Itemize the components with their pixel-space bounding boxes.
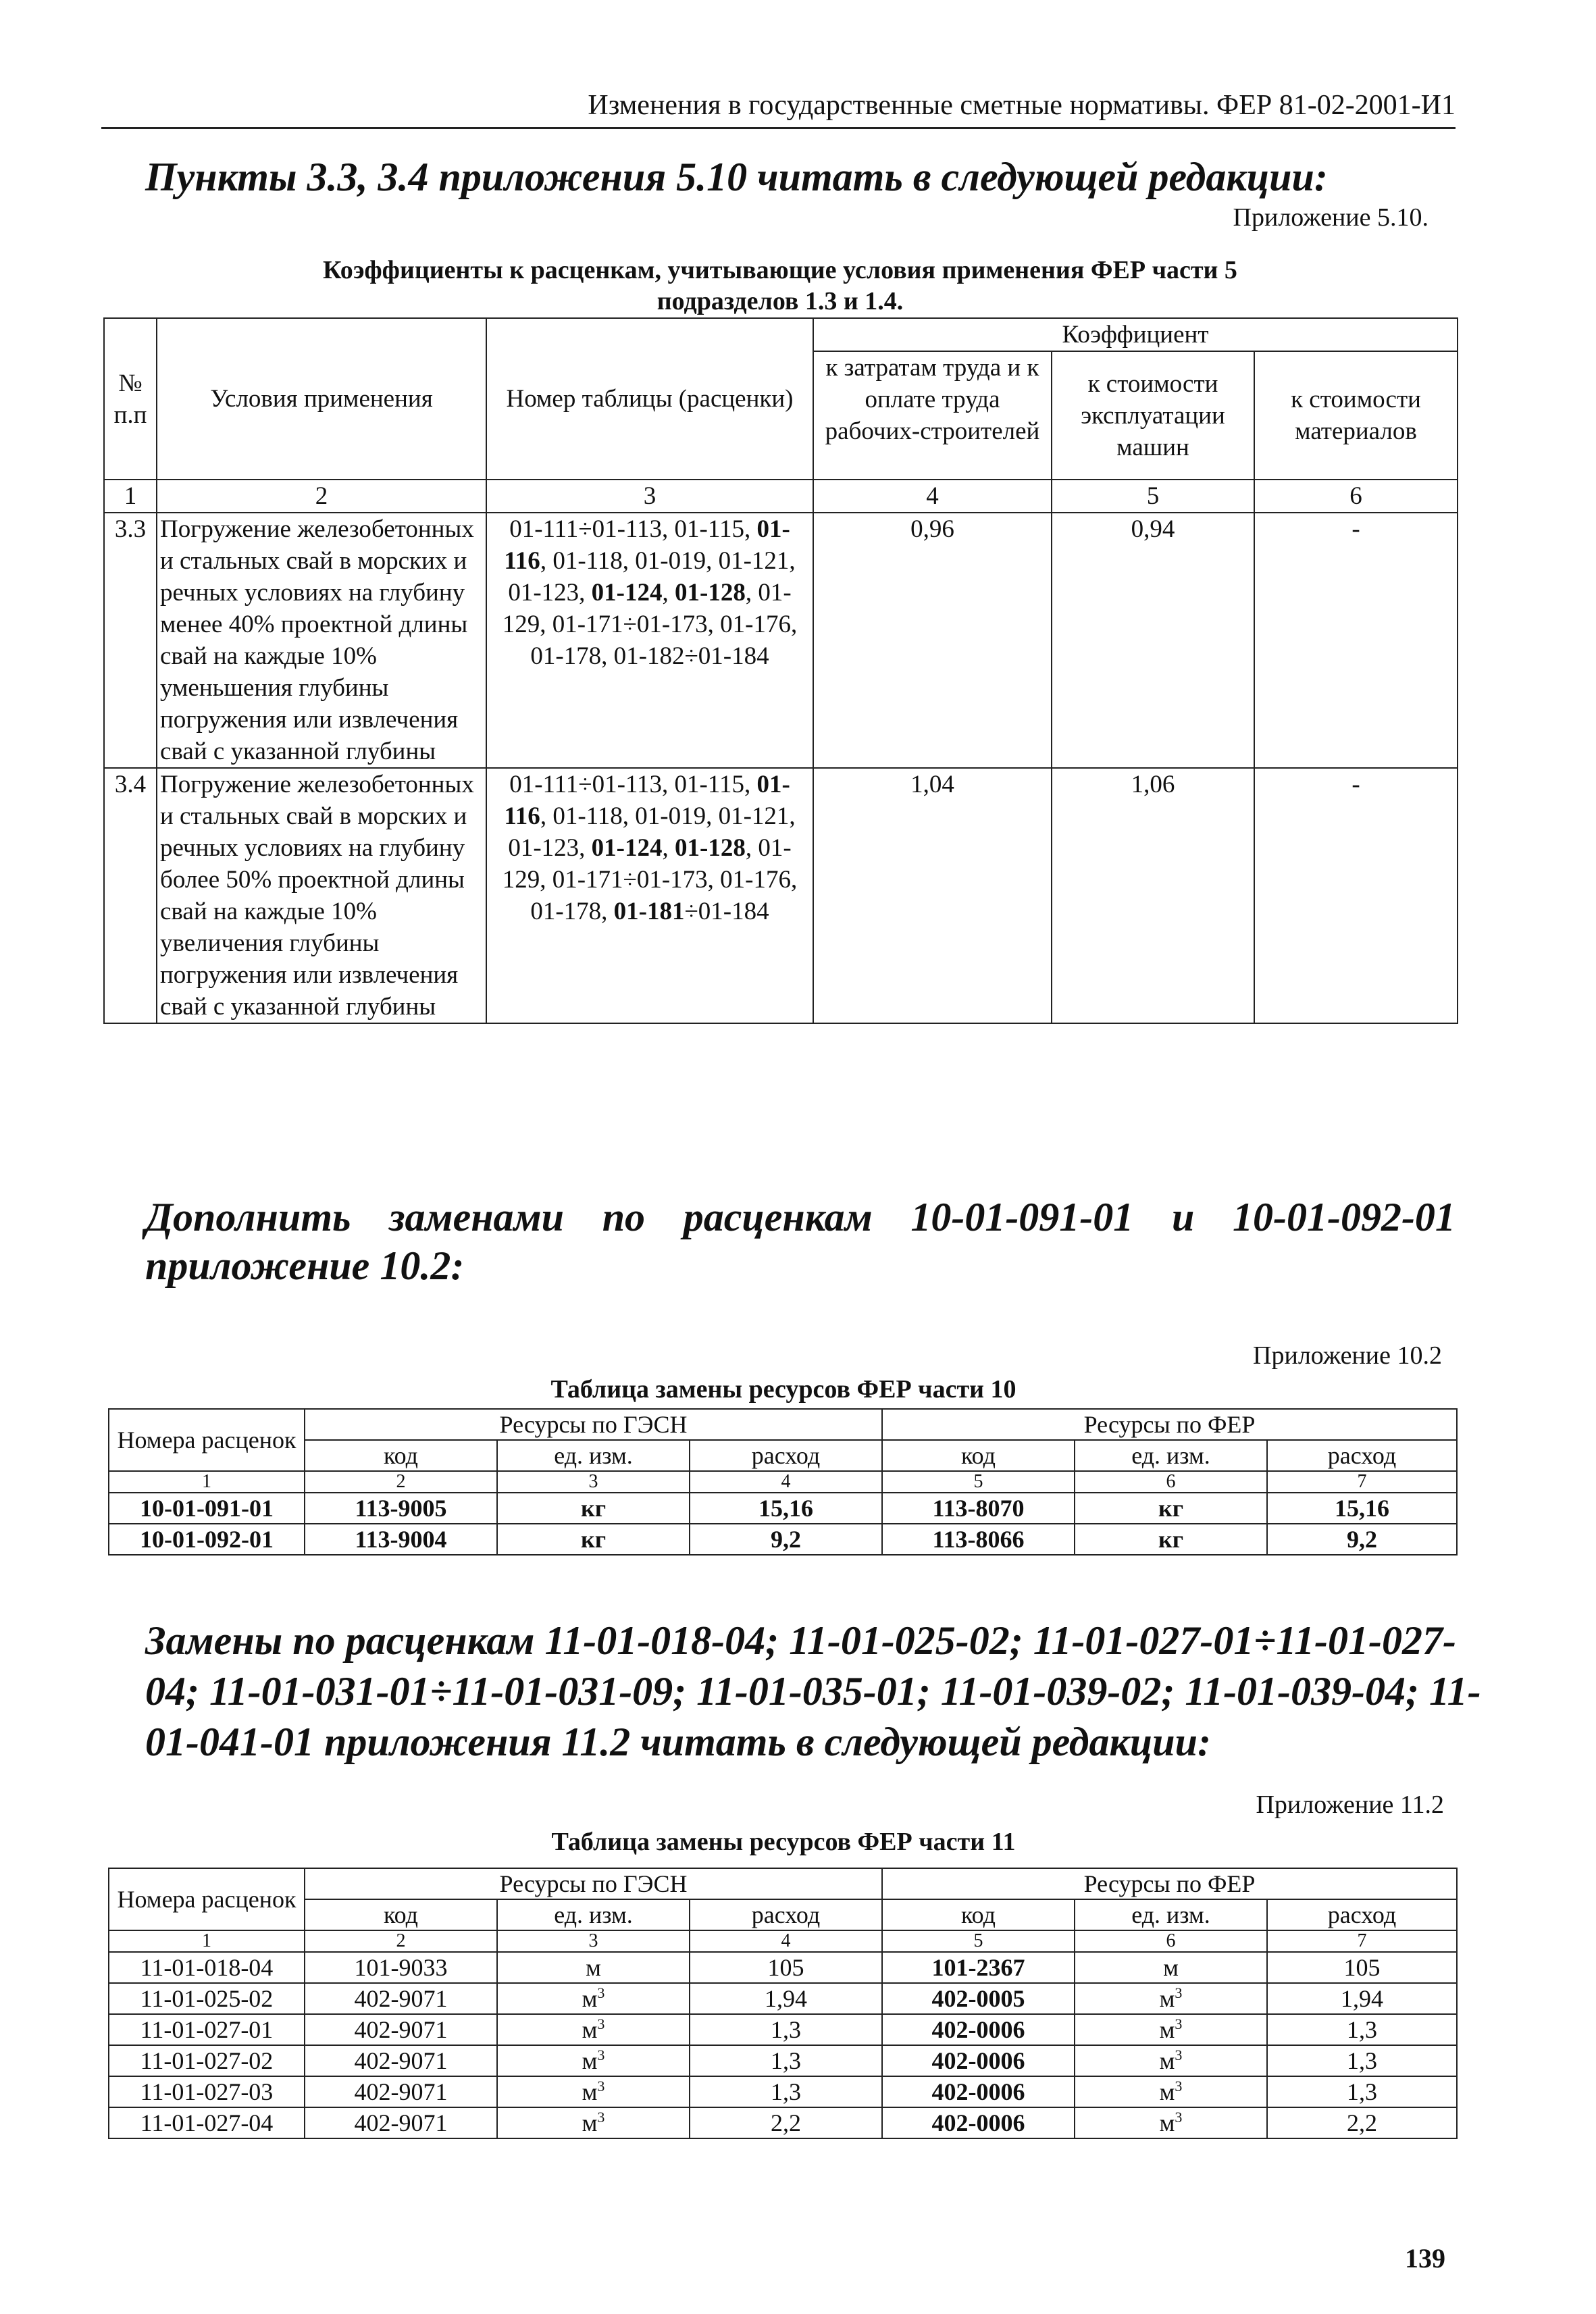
cell-fer-rate: 15,16	[1267, 1493, 1457, 1524]
cell-fer-code: 101-2367	[882, 1952, 1075, 1983]
resources-table-part11	[108, 1868, 1458, 2139]
cell-gesn-rate: 105	[690, 1952, 882, 1983]
index-cell: 2	[157, 480, 486, 513]
section2-caption: Таблица замены ресурсов ФЕР части 10	[550, 1375, 1016, 1404]
cell-fer-rate: 1,94	[1267, 1983, 1457, 2014]
cell-fer-rate: 1,3	[1267, 2045, 1457, 2076]
cell-gesn-code: 113-9005	[305, 1493, 497, 1524]
header-unit: ед. изм.	[497, 1899, 690, 1930]
header-numbers: Номера расценок	[109, 1409, 305, 1471]
header-code: код	[882, 1899, 1075, 1930]
section2-heading-line2: приложение 10.2:	[145, 1243, 465, 1288]
cell-fer-unit: кг	[1075, 1524, 1267, 1555]
header-rate: расход	[1267, 1440, 1457, 1471]
row-labor: 1,04	[813, 768, 1052, 1023]
cell-gesn-rate: 1,3	[690, 2076, 882, 2107]
section1-appendix-label: Приложение 5.10.	[1233, 203, 1428, 232]
cell-fer-unit: $м^3$	[1075, 2107, 1267, 2138]
header-num: № п.п	[104, 318, 157, 480]
page-header	[101, 68, 1456, 129]
row-materials: -	[1254, 768, 1458, 1023]
cell-fer-rate: 1,3	[1267, 2014, 1457, 2045]
coefficients-table	[103, 317, 1458, 1024]
section3-caption: Таблица замены ресурсов ФЕР части 11	[551, 1828, 1016, 1856]
table-row	[109, 1493, 1457, 1524]
header-rate: расход	[1267, 1899, 1457, 1930]
cell-gesn-unit: $м^3$	[497, 2107, 690, 2138]
row-num: 3.4	[104, 768, 157, 1023]
cell-fer-rate: 1,3	[1267, 2076, 1457, 2107]
section3-heading-line2: 04; 11-01-031-01÷11-01-031-09; 11-01-035-01; 11-01-039-02; 11-01-039-04; 11-	[145, 1669, 1481, 1714]
cell-gesn-code: 402-9071	[305, 2014, 497, 2045]
cell-fer-rate: 9,2	[1267, 1524, 1457, 1555]
cell-gesn-code: 402-9071	[305, 2076, 497, 2107]
cell-fer-code: 113-8070	[882, 1493, 1075, 1524]
section3-heading-line3: 01-041-01 приложения 11.2 читать в следующей редакции:	[145, 1720, 1212, 1764]
cell-numbers: 11-01-027-01	[109, 2014, 305, 2045]
index-cell: 3	[486, 480, 813, 513]
row-materials: -	[1254, 513, 1458, 768]
table-row	[109, 2045, 1457, 2076]
cell-fer-unit: $м^3$	[1075, 1983, 1267, 2014]
header-machines: к стоимости эксплуатации машин	[1052, 351, 1254, 480]
cell-gesn-unit: кг	[497, 1493, 690, 1524]
index-cell: 6	[1254, 480, 1458, 513]
header-fer: Ресурсы по ФЕР	[882, 1409, 1457, 1440]
header-code: код	[882, 1440, 1075, 1471]
cell-gesn-code: 101-9033	[305, 1952, 497, 1983]
index-cell: 3	[497, 1471, 690, 1493]
cell-fer-code: 402-0005	[882, 1983, 1075, 2014]
cell-gesn-code: 402-9071	[305, 1983, 497, 2014]
index-cell: 5	[882, 1930, 1075, 1952]
table-row	[109, 1983, 1457, 2014]
cell-fer-code: 113-8066	[882, 1524, 1075, 1555]
index-cell: 1	[109, 1471, 305, 1493]
header-materials: к стоимости материалов	[1254, 351, 1458, 480]
cell-fer-unit: $м^3$	[1075, 2076, 1267, 2107]
index-cell: 3	[497, 1930, 690, 1952]
cell-gesn-rate: 1,3	[690, 2014, 882, 2045]
table-header-row	[104, 318, 1458, 351]
index-cell: 6	[1075, 1471, 1267, 1493]
cell-gesn-rate: 1,94	[690, 1983, 882, 2014]
cell-gesn-code: 113-9004	[305, 1524, 497, 1555]
index-cell: 4	[813, 480, 1052, 513]
row-conditions: Погружение железобетонных и стальных свай в морских и речных условиях на глубину более 50% проектной длины свай на каждые 10% увеличения глубины погружения или извлечения свай с указанной глубины	[157, 768, 486, 1023]
header-conditions: Условия применения	[157, 318, 486, 480]
cell-gesn-unit: кг	[497, 1524, 690, 1555]
cell-numbers: 10-01-091-01	[109, 1493, 305, 1524]
section3-appendix-label: Приложение 11.2	[1256, 1791, 1444, 1819]
index-cell: 5	[1052, 480, 1254, 513]
section1-caption-line1: Коэффициенты к расценкам, учитывающие условия применения ФЕР части 5	[323, 256, 1237, 284]
section3-heading-line1: Замены по расценкам 11-01-018-04; 11-01-025-02; 11-01-027-01÷11-01-027-	[145, 1618, 1456, 1663]
row-num: 3.3	[104, 513, 157, 768]
cell-fer-rate: 105	[1267, 1952, 1457, 1983]
header-code: код	[305, 1440, 497, 1471]
index-cell: 5	[882, 1471, 1075, 1493]
table-row	[109, 2014, 1457, 2045]
cell-fer-unit: кг	[1075, 1493, 1267, 1524]
header-code: код	[305, 1899, 497, 1930]
cell-numbers: 11-01-018-04	[109, 1952, 305, 1983]
index-cell: 2	[305, 1930, 497, 1952]
section1-caption-line2: подразделов 1.3 и 1.4.	[657, 287, 904, 315]
row-machines: 1,06	[1052, 768, 1254, 1023]
index-cell: 7	[1267, 1930, 1457, 1952]
section1-heading: Пункты 3.3, 3.4 приложения 5.10 читать в следующей редакции:	[145, 155, 1328, 199]
section2-appendix-label: Приложение 10.2	[1253, 1341, 1442, 1370]
cell-gesn-code: 402-9071	[305, 2045, 497, 2076]
header-rate: расход	[690, 1899, 882, 1930]
page-number: 139	[1405, 2243, 1445, 2273]
table-row	[104, 768, 1458, 1023]
row-conditions: Погружение железобетонных и стальных свай в морских и речных условиях на глубину менее 40% проектной длины свай на каждые 10% уменьшения глубины погружения или извлечения свай с указанной глубины	[157, 513, 486, 768]
table-index-row	[104, 480, 1458, 513]
cell-gesn-rate: 1,3	[690, 2045, 882, 2076]
resources-table-part10	[108, 1408, 1458, 1555]
table-row	[104, 513, 1458, 768]
table-row	[109, 1952, 1457, 1983]
header-text: Изменения в государственные сметные нормативы. ФЕР 81-02-2001-И1	[588, 90, 1456, 121]
cell-fer-code: 402-0006	[882, 2014, 1075, 2045]
header-gesn: Ресурсы по ГЭСН	[305, 1409, 882, 1440]
cell-fer-unit: $м^3$	[1075, 2014, 1267, 2045]
table-row	[109, 2076, 1457, 2107]
header-table-number: Номер таблицы (расценки)	[486, 318, 813, 480]
index-cell: 2	[305, 1471, 497, 1493]
index-cell: 1	[109, 1930, 305, 1952]
header-numbers: Номера расценок	[109, 1868, 305, 1930]
index-cell: 1	[104, 480, 157, 513]
cell-numbers: 11-01-027-03	[109, 2076, 305, 2107]
cell-gesn-rate: 2,2	[690, 2107, 882, 2138]
header-labor: к затратам труда и к оплате труда рабочих-строителей	[813, 351, 1052, 480]
row-labor: 0,96	[813, 513, 1052, 768]
row-table-numbers: 01-111÷01-113, 01-115, 01-116, 01-118, 01-019, 01-121, 01-123, 01-124, 01-128, 01-129, 01-171÷01-173, 01-176, 01-178, 01-182÷01-184	[486, 513, 813, 768]
index-cell: 7	[1267, 1471, 1457, 1493]
index-cell: 4	[690, 1930, 882, 1952]
header-unit: ед. изм.	[497, 1440, 690, 1471]
header-fer: Ресурсы по ФЕР	[882, 1868, 1457, 1899]
cell-gesn-unit: $м^3$	[497, 2045, 690, 2076]
header-unit: ед. изм.	[1075, 1899, 1267, 1930]
cell-fer-code: 402-0006	[882, 2045, 1075, 2076]
cell-fer-code: 402-0006	[882, 2076, 1075, 2107]
cell-gesn-unit: $м^3$	[497, 1983, 690, 2014]
header-coefficient: Коэффициент	[813, 318, 1458, 351]
index-cell: 4	[690, 1471, 882, 1493]
header-gesn: Ресурсы по ГЭСН	[305, 1868, 882, 1899]
table-row	[109, 2107, 1457, 2138]
index-cell: 6	[1075, 1930, 1267, 1952]
cell-gesn-unit: $м^3$	[497, 2014, 690, 2045]
cell-fer-unit: $м^3$	[1075, 2045, 1267, 2076]
cell-gesn-unit: $м^3$	[497, 2076, 690, 2107]
cell-numbers: 10-01-092-01	[109, 1524, 305, 1555]
cell-fer-code: 402-0006	[882, 2107, 1075, 2138]
cell-gesn-code: 402-9071	[305, 2107, 497, 2138]
cell-numbers: 11-01-027-04	[109, 2107, 305, 2138]
row-machines: 0,94	[1052, 513, 1254, 768]
cell-gesn-rate: 9,2	[690, 1524, 882, 1555]
section2-heading: Дополнить заменами по расценкам 10-01-091-01 и 10-01-092-01	[145, 1195, 1456, 1239]
cell-gesn-unit: м	[497, 1952, 690, 1983]
cell-fer-rate: 2,2	[1267, 2107, 1457, 2138]
table-row	[109, 1524, 1457, 1555]
cell-numbers: 11-01-025-02	[109, 1983, 305, 2014]
cell-numbers: 11-01-027-02	[109, 2045, 305, 2076]
cell-fer-unit: м	[1075, 1952, 1267, 1983]
header-unit: ед. изм.	[1075, 1440, 1267, 1471]
row-table-numbers: 01-111÷01-113, 01-115, 01-116, 01-118, 01-019, 01-121, 01-123, 01-124, 01-128, 01-129, 01-171÷01-173, 01-176, 01-178, 01-181÷01-184	[486, 768, 813, 1023]
cell-gesn-rate: 15,16	[690, 1493, 882, 1524]
header-rate: расход	[690, 1440, 882, 1471]
